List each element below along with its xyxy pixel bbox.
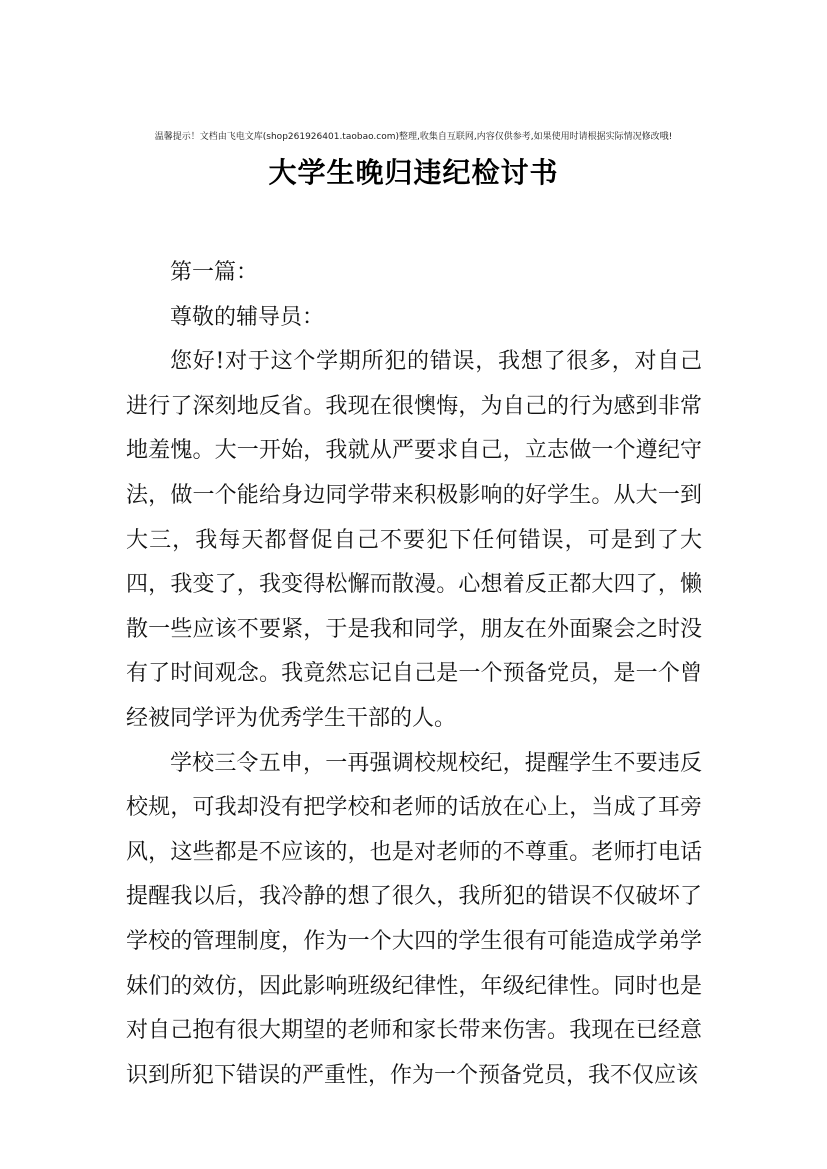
paragraph-body-2: 学校三令五申，一再强调校规校纪，提醒学生不要违反校规，可我却没有把学校和老师的话放在心上，当成了耳旁风，这些都是不应该的，也是对老师的不尊重。老师打电话提醒我以后，我冷静的想了很久，我所犯的错误不仅破坏了学校的管理制度，作为一个大四的学生很有可能造成学弟学妹们的效仿，因此影响班级纪律性，年级纪律性。同时也是对自己抱有很大期望的老师和家长带来伤害。我现在已经意识到所犯下错误的严重性，作为一个预备党员，我不仅应该 bbox=[126, 750, 702, 1088]
header-notice: 温馨提示！文档由飞电文库(shop261926401.taobao.com)整理,收集自互联网,内容仅供参考,如果使用时请根据实际情况修改哦! bbox=[154, 132, 673, 142]
paragraph-salutation: 尊敬的辅导员： bbox=[170, 304, 325, 330]
document-title: 大学生晚归违纪检讨书 bbox=[268, 156, 559, 189]
document-body bbox=[126, 251, 702, 1098]
paragraph-body-1: 您好!对于这个学期所犯的错误，我想了很多，对自己进行了深刻地反省。我现在很懊悔，为自己的行为感到非常地羞愧。大一开始，我就从严要求自己，立志做一个遵纪守法，做一个能给身边同学带来积极影响的好学生。从大一到大三，我每天都督促自己不要犯下任何错误，可是到了大四，我变了，我变得松懈而散漫。心想着反正都大四了，懒散一些应该不要紧，于是我和同学，朋友在外面聚会之时没有了时间观念。我竟然忘记自己是一个预备党员，是一个曾经被同学评为优秀学生干部的人。 bbox=[126, 349, 702, 731]
paragraph-section-label: 第一篇： bbox=[170, 260, 259, 285]
